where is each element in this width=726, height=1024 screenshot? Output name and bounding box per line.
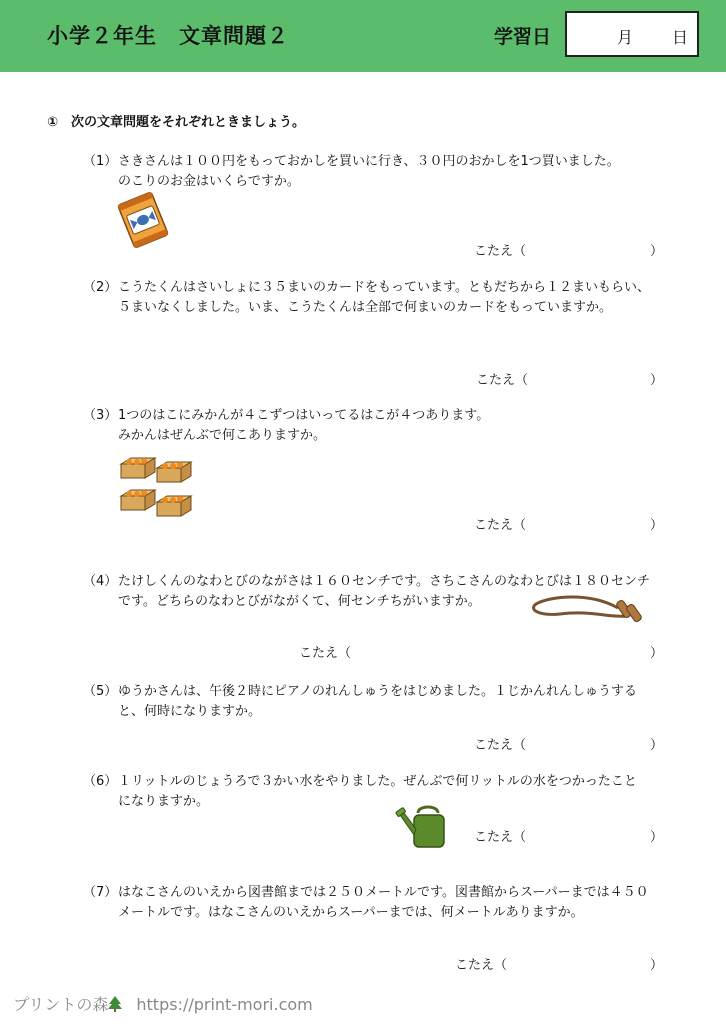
footer-url[interactable]: https://print-mori.com [136,995,313,1014]
page-title: 小学２年生 文章問題２ [47,24,289,48]
answer-close: ） [650,646,664,661]
header-bar [0,0,726,72]
question-text-line: と、何時になりますか。 [118,704,262,719]
answer-label: こたえ（ [474,518,527,533]
day-label: 日 [672,28,689,47]
month-label: 月 [617,28,634,47]
question-text-line: はなこさんのいえから図書館までは２５０メートルです。図書館からスーパーまでは４５０ [118,885,649,900]
question-text-line: こうたくんはさいしょに３５まいのカードをもっています。ともだちから１２まいもらい、 [118,280,650,295]
answer-label: こたえ（ [474,244,527,259]
footer-brand: プリントの森 [13,995,109,1014]
watering-can-icon [396,805,452,851]
answer-close: ） [650,958,664,973]
answer-label: こたえ（ [455,958,508,973]
question-text-line: １リットルのじょうろで３かい水をやりました。ぜんぶで何リットルの水をつかったこと [118,774,637,789]
answer-close: ） [650,738,664,753]
footer [13,992,313,1015]
question-number: （7） [83,885,118,900]
question-number: （2） [83,280,118,295]
question-text-line: みかんはぜんぶで何こありますか。 [118,428,327,443]
study-date-label: 学習日 [494,26,552,48]
question-text-line: 1つのはこにみかんが４こずつはいってるはこが４つあります。 [118,408,490,423]
question-text-line: ５まいなくしました。いま、こうたくんは全部で何まいのカードをもっていますか。 [118,300,613,315]
candy-bag-icon [115,193,171,248]
question-number: （1） [83,154,118,169]
jump-rope-icon [530,594,648,628]
question-number: （4） [83,574,118,589]
question-text-line: のこりのお金はいくらですか。 [118,174,300,189]
answer-close: ） [650,244,664,259]
question-text-line: です。どちらのなわとびがながくて、何センチちがいますか。 [118,594,481,609]
section-title: ① 次の文章問題をそれぞれときましょう。 [47,115,306,130]
question-number: （6） [83,774,118,789]
answer-label: こたえ（ [476,373,529,388]
answer-close: ） [650,518,664,533]
answer-label: こたえ（ [474,830,527,845]
question-text-line: たけしくんのなわとびのながさは１６０センチです。さちこさんのなわとびは１８０センチ [118,574,650,589]
answer-label: こたえ（ [474,738,527,753]
answer-close: ） [650,830,664,845]
orange-boxes-icon [117,456,195,524]
question-text-line: メートルです。はなこさんのいえからスーパーまでは、何メートルありますか。 [118,905,584,920]
date-box[interactable] [565,11,699,57]
question-number: （3） [83,408,118,423]
answer-label: こたえ（ [299,646,352,661]
tree-icon [108,996,122,1012]
question-text-line: ゆうかさんは、午後２時にピアノのれんしゅうをはじめました。１じかんれんしゅうする [118,684,637,699]
question-number: （5） [83,684,118,699]
question-text-line: さきさんは１００円をもっておかしを買いに行き、３０円のおかしを1つ買いました。 [118,154,620,169]
question-text-line: になりますか。 [118,794,210,809]
answer-close: ） [650,373,664,388]
